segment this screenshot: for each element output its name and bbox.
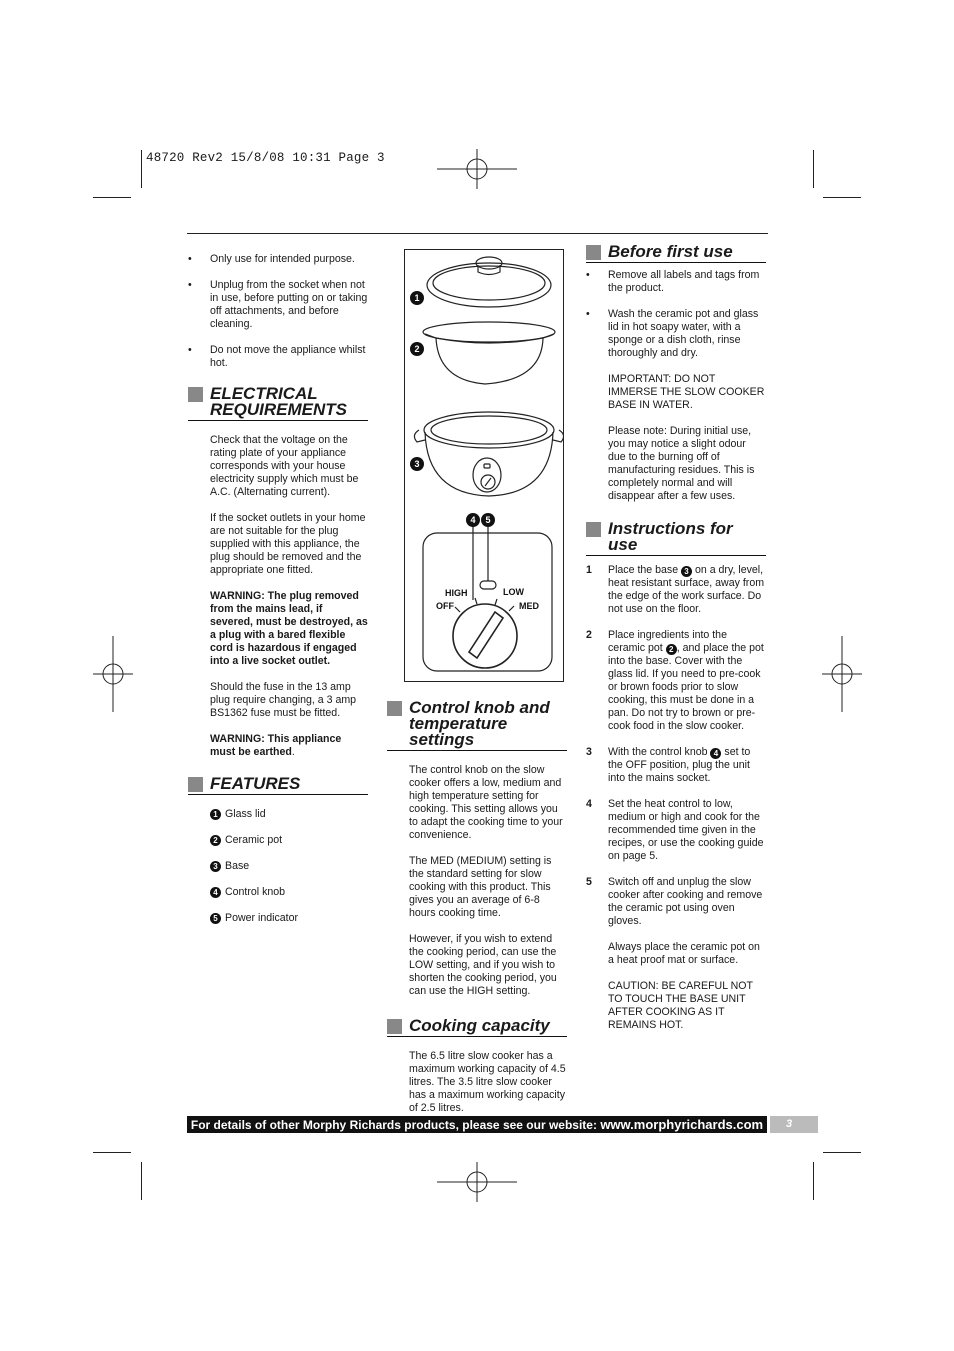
heading-square-icon — [387, 1019, 402, 1034]
knob-label-low: LOW — [503, 587, 524, 597]
crop-mark — [93, 1152, 131, 1153]
callout-3: 3 — [414, 459, 420, 469]
crop-mark — [141, 150, 142, 188]
website-link[interactable]: www.morphyrichards.com — [600, 1117, 764, 1132]
callout-number-icon: 3 — [210, 861, 221, 872]
electrical-paragraph: Should the fuse in the 13 amp plug require changing, a 3 amp BS1362 fuse must be fitted. — [210, 681, 357, 719]
electrical-paragraph: If the socket outlets in your home are not suitable for the plug supplied with this appliance, the plug should be removed and the appropriate one fitted. — [210, 512, 366, 576]
bullet-item: • Only use for intended purpose. — [188, 253, 368, 266]
heading-electrical: ELECTRICAL REQUIREMENTS — [188, 386, 368, 421]
callout-number-icon: 5 — [210, 913, 221, 924]
control-panel-icon — [423, 523, 552, 671]
instruction-step: 5 Switch off and unplug the slow cooker after cooking and remove the ceramic pot using oven gloves. — [586, 876, 763, 927]
heading-square-icon — [188, 777, 203, 792]
important-note: IMPORTANT: DO NOT IMMERSE THE SLOW COOKER BASE IN WATER. — [608, 373, 765, 411]
slow-cooker-drawing — [405, 250, 563, 681]
ceramic-pot-icon — [423, 322, 555, 384]
callout-number-icon: 1 — [210, 809, 221, 820]
column-left — [188, 253, 368, 938]
callout-number-icon: 4 — [210, 887, 221, 898]
electrical-paragraph: Check that the voltage on the rating plate of your appliance corresponds with your house electricity supply which must be A.C. (Alternating current). — [210, 434, 359, 498]
product-illustration — [404, 249, 564, 682]
column-middle — [387, 700, 567, 1128]
bullet-item: • Do not move the appliance whilst hot. — [188, 344, 368, 370]
heading-control-knob: Control knob and temperature settings — [387, 700, 567, 751]
bullet-item: • Unplug from the socket when not in use, before putting on or taking off attachments, and before cleaning. — [188, 279, 368, 331]
crop-mark — [141, 1162, 142, 1200]
registration-mark-top — [437, 149, 517, 189]
knob-label-high: HIGH — [445, 588, 468, 598]
control-paragraph: The MED (MEDIUM) setting is the standard setting for slow cooking with this product. This gives you an average of 6-8 hours cooking time. — [409, 855, 552, 919]
registration-mark-right — [822, 636, 862, 712]
crop-mark — [823, 197, 861, 198]
instruction-step: 1 Place the base 3 on a dry, level, heat resistant surface, away from the edge of the work surface. Do not use on the floor. — [586, 564, 765, 615]
crop-mark — [813, 1162, 814, 1200]
callout-2: 2 — [414, 344, 420, 354]
heading-cooking-capacity: Cooking capacity — [387, 1018, 567, 1037]
heading-square-icon — [586, 245, 601, 260]
please-note: Please note: During initial use, you may notice a slight odour due to the burning off of manufacturing residues. This is completely normal and will disappear after a few uses. — [608, 425, 755, 502]
callout-number-icon: 3 — [681, 566, 692, 577]
callout-5: 5 — [485, 515, 491, 525]
control-paragraph: However, if you wish to extend the cooking period, can use the LOW setting, and if you wish to shorten the cooking period, you can use the HIGH setting. — [409, 933, 557, 997]
feature-item: 1 Glass lid — [210, 808, 368, 821]
crop-mark — [823, 1152, 861, 1153]
heading-square-icon — [586, 522, 601, 537]
knob-label-med: MED — [519, 601, 539, 611]
bullet-item: • Wash the ceramic pot and glass lid in hot soapy water, with a sponge or a dish cloth, rinse thoroughly and dry. — [586, 308, 766, 360]
callout-number-icon: 2 — [666, 644, 677, 655]
heading-before-first-use: Before first use — [586, 244, 766, 263]
bullet-item: • Remove all labels and tags from the product. — [586, 269, 766, 295]
crop-mark — [813, 150, 814, 188]
registration-mark-bottom — [437, 1162, 517, 1202]
callout-number-icon: 4 — [710, 748, 721, 759]
warning-earthed: WARNING: This appliance must be earthed. — [210, 733, 342, 758]
base-unit-icon — [414, 412, 563, 496]
capacity-paragraph: The 6.5 litre slow cooker has a maximum working capacity of 4.5 litres. The 3.5 litre slow cooker has a maximum working capacity of 2.5 litres. — [409, 1050, 566, 1114]
always-note: Always place the ceramic pot on a heat proof mat or surface. — [608, 941, 760, 966]
top-rule — [187, 233, 768, 234]
feature-item: 4 Control knob — [210, 886, 368, 899]
heading-features: FEATURES — [188, 776, 368, 795]
print-slug: 48720 Rev2 15/8/08 10:31 Page 3 — [146, 151, 385, 165]
heading-instructions: Instructions for use — [586, 521, 766, 556]
callout-1: 1 — [414, 293, 420, 303]
feature-item: 2 Ceramic pot — [210, 834, 368, 847]
page-number: 3 — [770, 1116, 818, 1133]
glass-lid-icon — [427, 257, 551, 307]
warning-plug: WARNING: The plug removed from the mains lead, if severed, must be destroyed, as a plug with a bared flexible cord is hazardous if engaged into a live socket outlet. — [210, 590, 368, 667]
crop-mark — [93, 197, 131, 198]
caution-note: CAUTION: BE CAREFUL NOT TO TOUCH THE BASE UNIT AFTER COOKING AS IT REMAINS HOT. — [608, 980, 753, 1031]
heading-square-icon — [188, 387, 203, 402]
footer-banner: For details of other Morphy Richards products, please see our website: www.morphyrichards.com — [187, 1116, 767, 1133]
callout-number-icon: 2 — [210, 835, 221, 846]
instruction-step: 3 With the control knob 4 set to the OFF position, plug the unit into the mains socket. — [586, 746, 751, 784]
callout-4: 4 — [470, 515, 476, 525]
instruction-step: 2 Place ingredients into the ceramic pot 2 , and place the pot into the base. Cover with the glass lid. If you need to pre-cook or brown foods prior to slow cooking, this must be done in a pan. Do not try to brown or pre-cook food in the slow cooker. — [586, 629, 764, 732]
feature-item: 5 Power indicator — [210, 912, 368, 925]
instruction-step: 4 Set the heat control to low, medium or high and cook for the recommended time given in the recipes, or use the cooking guide on page 5. — [586, 798, 764, 862]
column-right — [586, 244, 766, 1045]
registration-mark-left — [93, 636, 133, 712]
feature-item: 3 Base — [210, 860, 368, 873]
heading-square-icon — [387, 701, 402, 716]
control-paragraph: The control knob on the slow cooker offers a low, medium and high temperature setting for cooking. This setting allows you to adapt the cooking time to your convenience. — [409, 764, 563, 841]
knob-label-off: OFF — [436, 601, 454, 611]
